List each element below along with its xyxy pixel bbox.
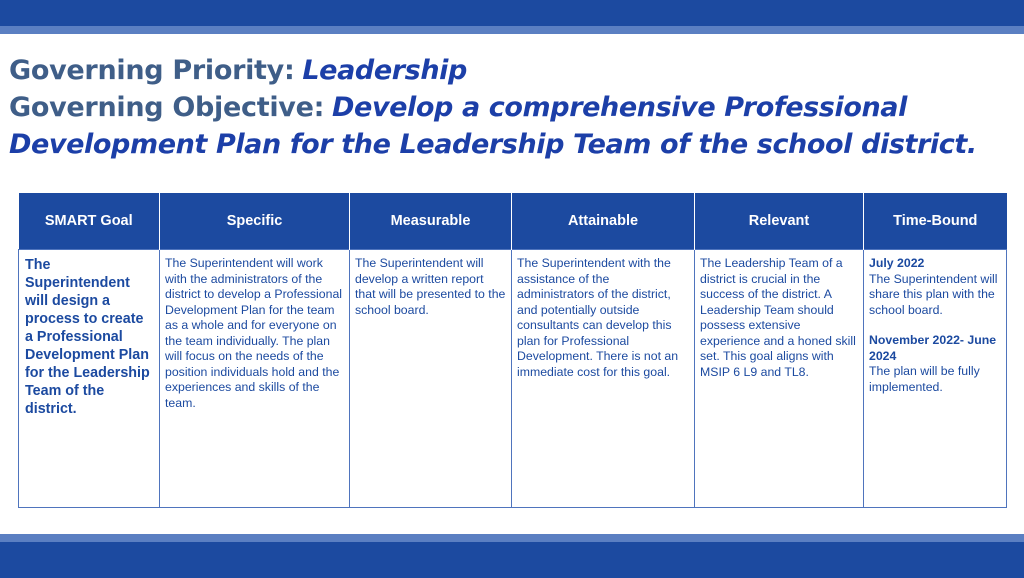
bottom-accent-stripe xyxy=(0,534,1024,542)
header-attainable: Attainable xyxy=(512,193,695,250)
time-bound-text-2: The plan will be fully implemented. xyxy=(869,364,980,394)
objective-value-line1: Develop a comprehensive Professional xyxy=(332,92,907,123)
time-bound-date-2: November 2022- June 2024 xyxy=(869,333,997,363)
priority-line xyxy=(9,52,1014,89)
top-accent-stripe xyxy=(0,26,1024,34)
top-banner-bar xyxy=(0,0,1024,26)
cell-specific: The Superintendent will work with the administrators of the district to develop a Professional Development Plan for the team as a whole and for everyone on the team individually. The plan will focus on the needs of the position individuals hold and the experiences and skills of the team. xyxy=(160,250,350,508)
slide-heading xyxy=(9,52,1014,163)
time-bound-spacer xyxy=(869,318,1001,333)
objective-value-line2: Development Plan for the Leadership Team of the school district. xyxy=(9,129,977,160)
cell-relevant: The Leadership Team of a district is crucial in the success of the district. A Leadership Team should possess extensive experience and a honed skill set. This goal aligns with MSIP 6 L9 and TL8. xyxy=(695,250,864,508)
time-bound-date-1: July 2022 xyxy=(869,256,925,270)
cell-time-bound xyxy=(864,250,1007,508)
cell-smart-goal: The Superintendent will design a process to create a Professional Development Plan for the Leadership Team of the district. xyxy=(19,250,160,508)
objective-line xyxy=(9,89,1014,126)
priority-value: Leadership xyxy=(302,55,467,86)
header-measurable: Measurable xyxy=(350,193,512,250)
smart-goal-table xyxy=(18,193,1007,508)
table-header-row xyxy=(19,193,1007,250)
cell-measurable: The Superintendent will develop a written report that will be presented to the school board. xyxy=(350,250,512,508)
time-bound-text-1: The Superintendent will share this plan with the school board. xyxy=(869,271,998,317)
header-smart-goal: SMART Goal xyxy=(19,193,160,250)
objective-line-2 xyxy=(9,126,1014,163)
header-specific: Specific xyxy=(160,193,350,250)
cell-attainable: The Superintendent with the assistance of the administrators of the district, and potentially outside consultants can develop this plan for Professional Development. There is not an immediate cost for this goal. xyxy=(512,250,695,508)
header-time-bound: Time-Bound xyxy=(864,193,1007,250)
objective-label: Governing Objective: xyxy=(9,92,325,123)
header-relevant: Relevant xyxy=(695,193,864,250)
table-row xyxy=(19,250,1007,508)
priority-label: Governing Priority: xyxy=(9,55,295,86)
bottom-banner-bar xyxy=(0,542,1024,578)
